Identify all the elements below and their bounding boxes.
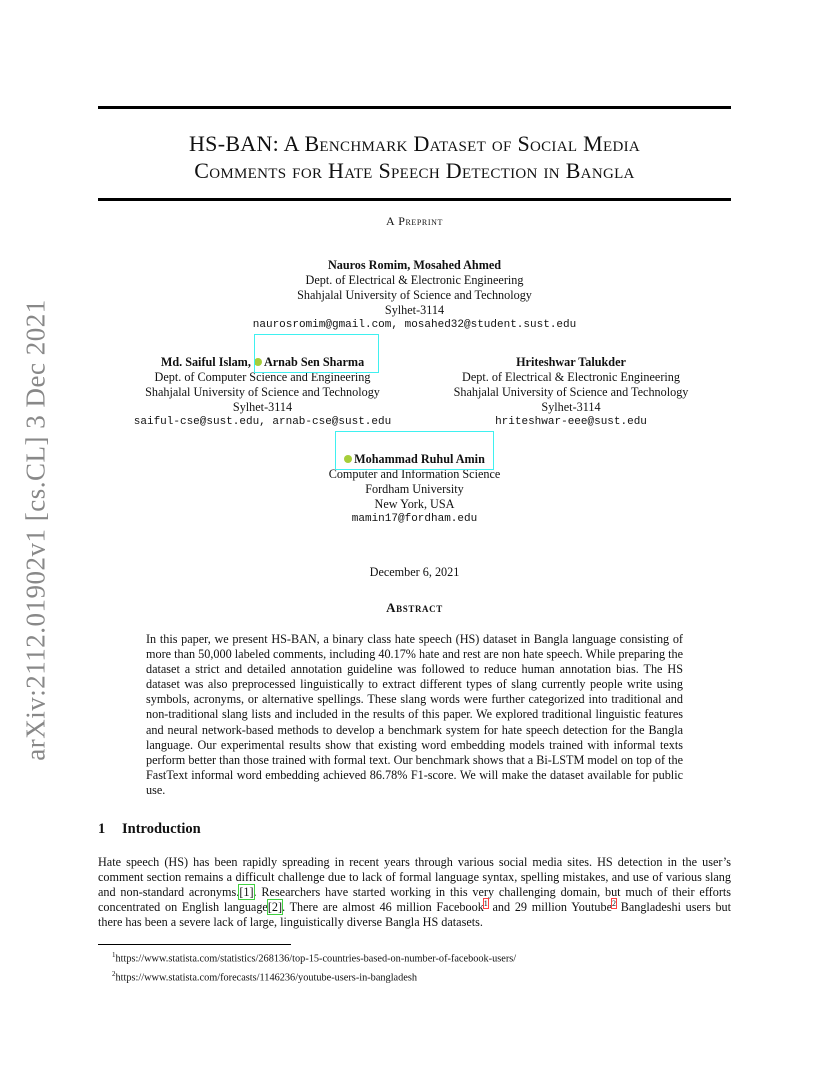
footnote-mark: 1 (112, 951, 116, 959)
author-city: New York, USA (374, 497, 455, 511)
abstract-heading: Abstract (386, 600, 443, 615)
footnote-ref[interactable]: 1 (483, 899, 488, 909)
section-title: Introduction (122, 821, 201, 837)
footnote-url[interactable]: https://www.statista.com/forecasts/1146236/youtube-users-in-bangladesh (115, 972, 418, 984)
author-name-amin[interactable]: Mohammad Ruhul Amin (354, 452, 485, 466)
introduction-paragraph (98, 855, 731, 930)
author-name-sharma[interactable]: Arnab Sen Sharma (263, 355, 365, 369)
author-city: Sylhet-3114 (541, 400, 601, 414)
intro-text: and 29 million Youtube (487, 900, 612, 915)
intro-text: Bangladeshi users but there has been a severe lack of large, linguistically diverse Bangla HS datasets. (98, 900, 732, 930)
abstract-text: In this paper, we present HS-BAN, a binary class hate speech (HS) dataset in Bangla language consisting of more than 50,000 labeled comments, including 40.17% hate and rest are non hate speech. While preparing the dataset a strict and detailed annotation guideline was followed to reduce human annotation bias. The HS dataset was also preprocessed linguistically to extract different types of slang currently people write using symbols, acronyms, or alternative spellings. These slang words were further categorized into traditional and non-traditional slang lists and included in the results of this paper. We explored traditional linguistic features and neural network-based methods to develop a benchmark system for hate speech detection for the Bangla language. Our experimental results show that existing word embedding models trained with informal texts perform better than those trained with formal text. Our benchmark shows that a Bi-LSTM model on top of the FastText informal word embedding achieved 86.78% F1-score. We will make the dataset available for public use. (146, 632, 683, 797)
publication-date: December 6, 2021 (369, 565, 460, 579)
author-university: Shahjalal University of Science and Technology (297, 288, 532, 302)
orcid-link-box[interactable] (335, 431, 494, 470)
author-dept: Dept. of Electrical & Electronic Engineering (462, 370, 680, 384)
title-bottom-rule (98, 198, 731, 201)
author-university: Shahjalal University of Science and Technology (453, 385, 689, 399)
author-names: Hriteshwar Talukder (516, 355, 626, 369)
title-top-rule (98, 106, 731, 109)
author-university: Shahjalal University of Science and Technology (145, 385, 380, 399)
author-email[interactable]: saiful-cse@sust.edu, arnab-cse@sust.edu (133, 416, 392, 428)
intro-text: Hate speech (HS) has been rapidly spreading in recent years through various social media sites. HS detection in the user’s comment section remains a difficult challenge due to lack of formal language syntax, spelling mistakes, and use of various slang and non-standard acronyms. (98, 855, 731, 900)
title-line-2: Comments for Hate Speech Detection in Bangla (194, 158, 635, 183)
intro-text: . Researchers have started working in this very challenging domain, but much of their efforts concentrated on English language (98, 885, 732, 915)
section-number: 1 (98, 821, 106, 837)
footnote-url[interactable]: https://www.statista.com/statistics/268136/top-15-countries-based-on-number-of-facebook-users/ (115, 953, 517, 965)
author-university: Fordham University (365, 482, 464, 496)
footnote-mark: 2 (112, 970, 116, 979)
author-email[interactable]: hriteshwar-eee@sust.edu (495, 416, 647, 428)
footnote-ref[interactable]: 2 (611, 899, 616, 909)
footnote-item (112, 948, 516, 967)
preprint-label: A Preprint (385, 214, 443, 228)
author-dept: Dept. of Electrical & Electronic Engineering (305, 273, 524, 287)
paper-title (98, 130, 731, 184)
arxiv-identifier[interactable]: arXiv:2112.01902v1 [cs.CL] 3 Dec 2021 (20, 299, 51, 761)
author-email[interactable]: naurosromim@gmail.com, mosahed32@student.sust.edu (252, 319, 577, 331)
author-city: Sylhet-3114 (232, 400, 293, 414)
footnote-item (112, 967, 516, 986)
footnote-rule (98, 944, 291, 945)
author-names: Nauros Romim, Mosahed Ahmed (327, 258, 502, 272)
title-line-1: HS-BAN: A Benchmark Dataset of Social Media (188, 131, 641, 156)
author-block-1 (98, 258, 731, 333)
citation-link[interactable]: [2] (267, 900, 283, 915)
author-dept: Dept. of Computer Science and Engineering (154, 370, 371, 384)
author-dept: Computer and Information Science (328, 467, 501, 481)
section-heading-introduction (98, 821, 201, 838)
citation-link[interactable]: [1] (239, 885, 254, 900)
author-email[interactable]: mamin17@fordham.edu (351, 513, 478, 525)
footnotes (112, 948, 516, 986)
intro-text: . There are almost 46 million Facebook (282, 900, 484, 915)
author-name-islam: Md. Saiful Islam, (160, 355, 251, 369)
orcid-link-box[interactable] (254, 334, 379, 373)
author-city: Sylhet-3114 (384, 303, 445, 317)
author-block-3 (420, 355, 722, 430)
